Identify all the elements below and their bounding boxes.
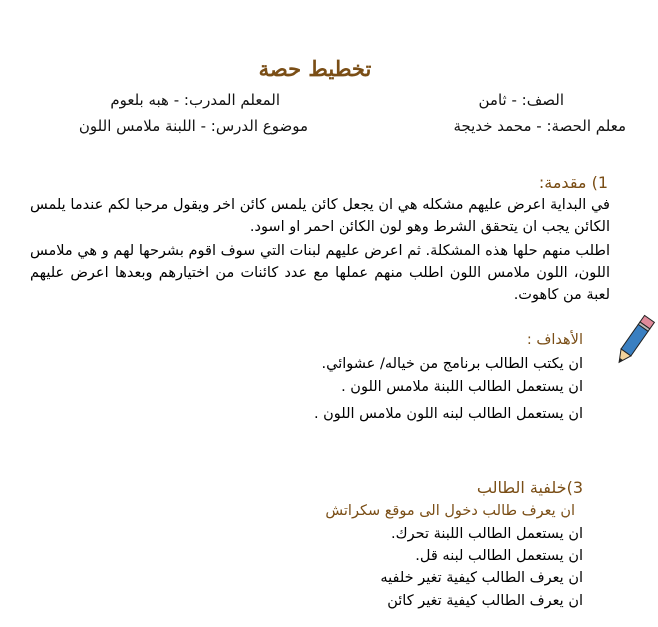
- background-item: ان يستعمل الطالب اللبنة تحرك.: [391, 526, 583, 542]
- subject-label: موضوع الدرس: - اللبنة ملامس اللون: [78, 117, 308, 135]
- intro-paragraph-2: اطلب منهم حلها هذه المشكلة. ثم اعرض عليهم لبنات التي سوف اقوم بشرحها لهم و هي ملامس اللون، اللون ملامس اللون اطلب منهم عملها مع عدد كائنات من اختيارهم وبعدها اعرض عليهم لعبة من كاهوت.: [30, 243, 610, 303]
- background-subheading: ان يعرف طالب دخول الى موقع سكراتش: [325, 503, 575, 519]
- background-item: ان يستعمل الطالب لبنه قل.: [415, 548, 583, 564]
- pencil-icon: [612, 312, 656, 370]
- goal-item: ان يكتب الطالب برنامج من خياله/ عشوائي.: [321, 356, 583, 372]
- background-item: ان يعرف الطالب كيفية تغير خلفيه: [380, 570, 583, 586]
- trainer-label: المعلم المدرب: - هبه بلعوم: [110, 91, 280, 109]
- intro-paragraph-1: في البداية اعرض عليهم مشكله هي ان يجعل كائن يلمس كائن اخر ويقول مرحبا لكم عندما يلمس الكائن يجب ان يتحقق الشرط وهو لون الكائن احمر او اسود.: [30, 197, 610, 235]
- intro-heading: 1) مقدمة:: [538, 173, 608, 192]
- background-item: ان يعرف الطالب كيفية تغير كائن: [387, 593, 583, 609]
- teacher-label: معلم الحصة: - محمد خديجة: [453, 117, 626, 135]
- goal-item: ان يستعمل الطالب لبنه اللون ملامس اللون .: [313, 406, 583, 422]
- grade-label: الصف: - ثامن: [478, 91, 564, 109]
- background-heading: 3)خلفية الطالب: [476, 478, 583, 497]
- goal-item: ان يستعمل الطالب اللبنة ملامس اللون .: [341, 379, 583, 395]
- goals-heading: الأهداف :: [526, 332, 583, 348]
- page-title: تخطيط حصة: [258, 56, 372, 81]
